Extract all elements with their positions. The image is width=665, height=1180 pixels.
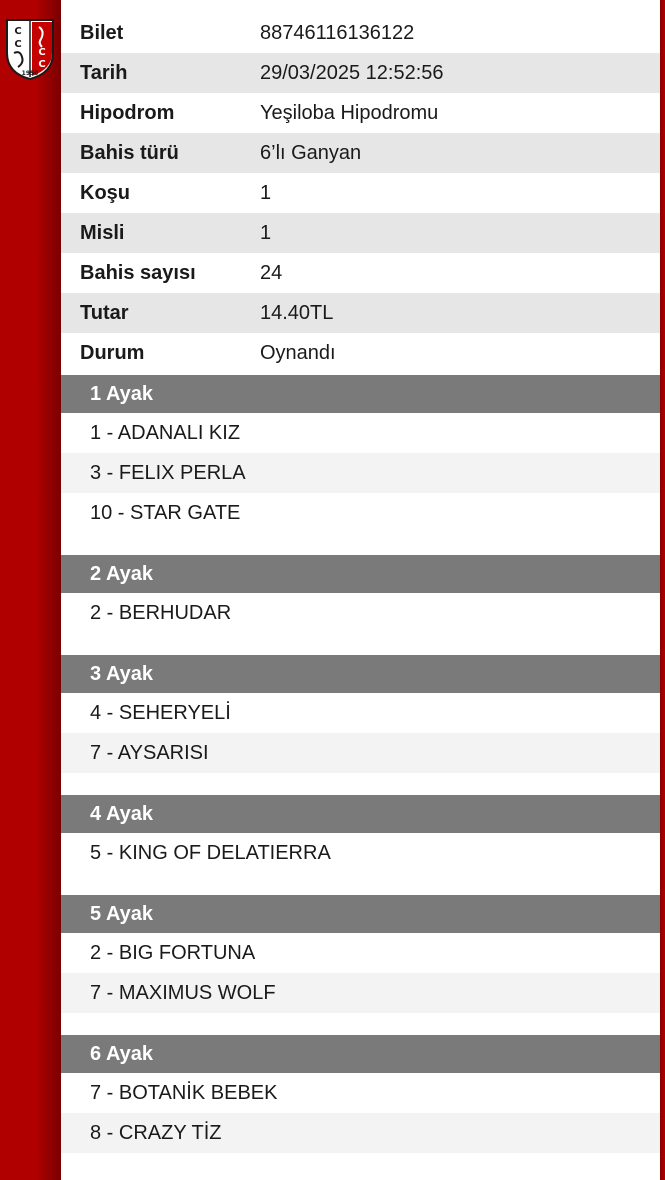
info-label: Bahis sayısı — [80, 261, 196, 284]
info-row — [61, 173, 660, 213]
info-value: 14.40TL — [260, 301, 334, 324]
info-row — [61, 13, 660, 53]
info-label: Tarih — [80, 61, 128, 84]
info-label: Hipodrom — [80, 101, 175, 124]
info-value: 88746116136122 — [260, 21, 415, 44]
leg-header: 1 Ayak — [61, 375, 660, 413]
info-value: 24 — [260, 261, 283, 284]
leg-spacer — [61, 1013, 660, 1035]
info-row — [61, 93, 660, 133]
info-row — [61, 333, 660, 373]
logo-year: 1950 — [21, 70, 39, 77]
horse-row: 2 - BERHUDAR — [90, 601, 232, 624]
info-value: Oynandı — [260, 341, 336, 364]
club-shield-icon — [4, 17, 56, 81]
leg-header: 4 Ayak — [61, 795, 660, 833]
info-label: Misli — [80, 221, 125, 244]
horse-row: 3 - FELIX PERLA — [61, 453, 660, 493]
info-row — [61, 253, 660, 293]
horse-row: 4 - SEHERYELİ — [90, 701, 231, 724]
info-label: Koşu — [80, 181, 130, 204]
info-label: Durum — [80, 341, 145, 364]
svg-text:C: C — [38, 47, 46, 58]
info-label: Tutar — [80, 301, 129, 324]
horse-row: 5 - KING OF DELATIERRA — [90, 841, 331, 864]
horse-row: 1 - ADANALI KIZ — [90, 421, 241, 444]
info-label: Bahis türü — [80, 141, 179, 164]
leg-header: 2 Ayak — [61, 555, 660, 593]
svg-text:C: C — [14, 39, 22, 50]
ticket-info-table — [61, 13, 660, 373]
leg-header: 3 Ayak — [61, 655, 660, 693]
horse-row: 8 - CRAZY TİZ — [61, 1113, 660, 1153]
info-row — [61, 293, 660, 333]
horse-row: 10 - STAR GATE — [90, 501, 241, 524]
horse-row: 7 - MAXIMUS WOLF — [61, 973, 660, 1013]
svg-text:C: C — [38, 59, 46, 70]
leg-spacer — [61, 873, 660, 895]
info-row — [61, 53, 660, 93]
horse-row: 2 - BIG FORTUNA — [90, 941, 256, 964]
leg-header: 5 Ayak — [61, 895, 660, 933]
right-edge-bar — [660, 0, 665, 1180]
svg-text:C: C — [14, 26, 22, 37]
info-value: 1 — [260, 221, 272, 244]
side-bar — [0, 0, 61, 1180]
ticket-detail — [61, 13, 660, 1153]
horse-row: 7 - BOTANİK BEBEK — [90, 1081, 278, 1104]
leg-spacer — [61, 633, 660, 655]
info-label: Bilet — [80, 21, 124, 44]
info-row — [61, 213, 660, 253]
info-value: 6’lı Ganyan — [260, 141, 362, 164]
leg-spacer — [61, 533, 660, 555]
info-row — [61, 133, 660, 173]
leg-header: 6 Ayak — [61, 1035, 660, 1073]
info-value: Yeşiloba Hipodromu — [260, 101, 439, 124]
info-value: 29/03/2025 12:52:56 — [260, 61, 444, 84]
legs-list — [61, 373, 660, 1153]
horse-row: 7 - AYSARISI — [61, 733, 660, 773]
info-value: 1 — [260, 181, 272, 204]
leg-spacer — [61, 773, 660, 795]
